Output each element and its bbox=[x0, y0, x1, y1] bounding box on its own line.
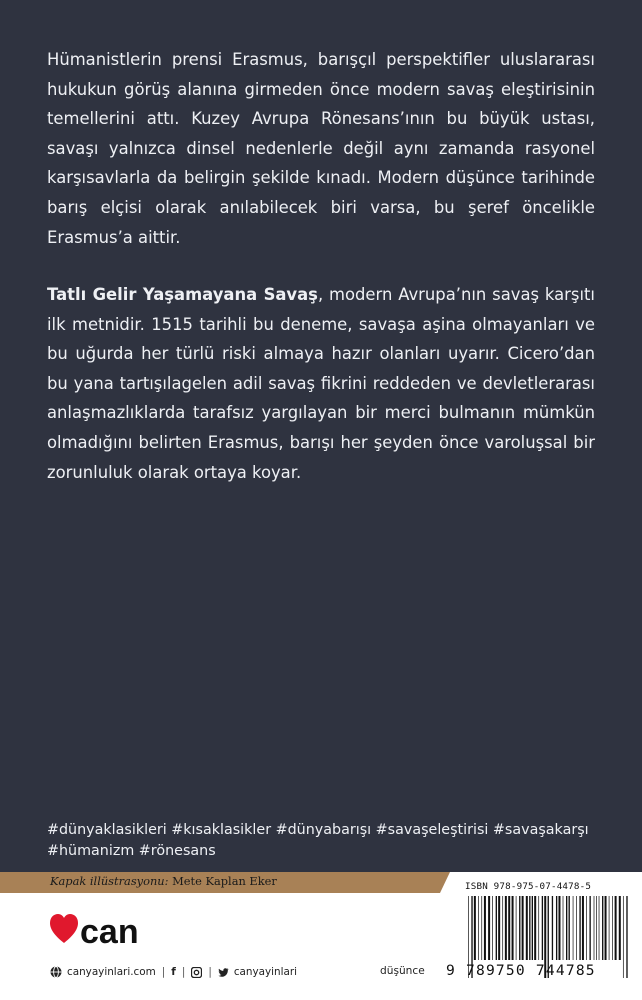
barcode-bar bbox=[529, 896, 530, 960]
barcode-bar bbox=[556, 896, 557, 960]
barcode-bar bbox=[512, 896, 514, 960]
blurb-paragraph-1: Hümanistlerin prensi Erasmus, barışçıl perspektifler uluslararası hukukun görüş alanına girmeden önce modern savaş eleştirisinin temellerini attı. Kuzey Avrupa Rönesans’ının bu büyük ustası, savaşı yalnızca dinsel nedenlerle değil aynı zamanda rasyonel karşısavlarla da belirgin şekilde kınadı. Modern düşünce tarihinde barış elçisi olarak anılabilecek biri varsa, bu şeref öncelikle Erasmus’a aittir. bbox=[47, 50, 595, 247]
barcode-bar bbox=[605, 896, 607, 960]
barcode-bar bbox=[612, 896, 613, 960]
publisher-logo bbox=[50, 910, 160, 950]
divider: | bbox=[208, 966, 212, 978]
barcode-bar bbox=[558, 896, 560, 960]
barcode-bar bbox=[498, 896, 500, 960]
barcode-bar bbox=[496, 896, 497, 960]
barcode-bar bbox=[478, 896, 479, 960]
publisher-footer bbox=[50, 964, 430, 980]
barcode-bar bbox=[508, 896, 510, 960]
blurb-paragraph-2-text: , modern Avrupa’nın savaş karşıtı ilk metnidir. 1515 tarihli bu deneme, savaşa aşina olmayanları ve bu uğurda her türlü riski almaya hazır olanları uyarır. Cicero’dan bu yana tartışılagelen adil savaş fikrini reddeden ve devletlerarası anlaşmazlıklarda tarafsız yargılayan bir merci bulmanın mümkün olmadığını belirten Erasmus, barışı her şeyden önce varoluşsal bir zorunluluk olarak ortaya koyar. bbox=[47, 285, 595, 482]
barcode-bar bbox=[619, 896, 621, 960]
barcode-bar bbox=[552, 896, 553, 960]
hashtag-list: #dünyaklasikleri #kısaklasikler #dünyabarışı #savaşeleştirisi #savaşakarşı #hümanizm #rönesans bbox=[47, 822, 589, 859]
instagram-icon[interactable] bbox=[191, 967, 202, 978]
barcode-bar bbox=[502, 896, 503, 960]
credit-name: Mete Kaplan Eker bbox=[172, 874, 277, 888]
barcode-bar bbox=[526, 896, 528, 960]
barcode-bar bbox=[599, 896, 600, 960]
twitter-icon[interactable] bbox=[218, 967, 229, 978]
barcode-bar bbox=[566, 896, 567, 960]
divider: | bbox=[161, 966, 166, 978]
barcode-bar bbox=[615, 896, 617, 960]
barcode-bar bbox=[582, 896, 584, 960]
barcode-bar bbox=[596, 896, 597, 960]
barcode-bar bbox=[589, 896, 590, 960]
social-handle[interactable]: canyayinlari bbox=[233, 966, 298, 978]
barcode-bar bbox=[573, 896, 574, 960]
barcode-bar bbox=[484, 896, 486, 960]
category-label: düşünce bbox=[380, 965, 425, 977]
barcode-bar bbox=[542, 896, 543, 960]
barcode-bar bbox=[594, 896, 595, 960]
barcode-bar bbox=[488, 896, 490, 960]
barcode-bar bbox=[532, 896, 533, 960]
barcode-bar bbox=[481, 896, 482, 960]
barcode-bar bbox=[609, 896, 610, 960]
barcode-bar bbox=[576, 896, 577, 960]
facebook-icon[interactable]: f bbox=[171, 966, 176, 978]
globe-icon bbox=[50, 966, 62, 978]
heart-icon bbox=[50, 914, 78, 943]
barcode-bar bbox=[602, 896, 603, 960]
illustration-credit bbox=[50, 874, 277, 888]
credit-label: Kapak illüstrasyonu: bbox=[50, 874, 169, 888]
barcode-bar bbox=[563, 896, 564, 960]
barcode-bar bbox=[474, 896, 476, 960]
barcode-bar bbox=[569, 896, 570, 960]
website-link[interactable]: canyayinlari.com bbox=[67, 966, 156, 978]
blurb-paragraph-2 bbox=[47, 280, 595, 487]
isbn-label: ISBN 978-975-07-4478-5 bbox=[465, 881, 592, 892]
barcode-bar bbox=[516, 896, 517, 960]
barcode-bar bbox=[538, 896, 539, 960]
barcode-digits: 9 789750 744785 bbox=[446, 962, 596, 979]
barcode-bar bbox=[519, 896, 520, 960]
book-title-inline: Tatlı Gelir Yaşamayana Savaş bbox=[47, 285, 318, 304]
barcode-bar bbox=[522, 896, 524, 960]
barcode-bar bbox=[534, 896, 536, 960]
barcode-bar bbox=[579, 896, 580, 960]
barcode-bar bbox=[586, 896, 587, 960]
barcode-bar bbox=[505, 896, 507, 960]
barcode-bar bbox=[492, 896, 493, 960]
logo-wordmark: can bbox=[80, 913, 139, 950]
divider: | bbox=[181, 966, 186, 978]
